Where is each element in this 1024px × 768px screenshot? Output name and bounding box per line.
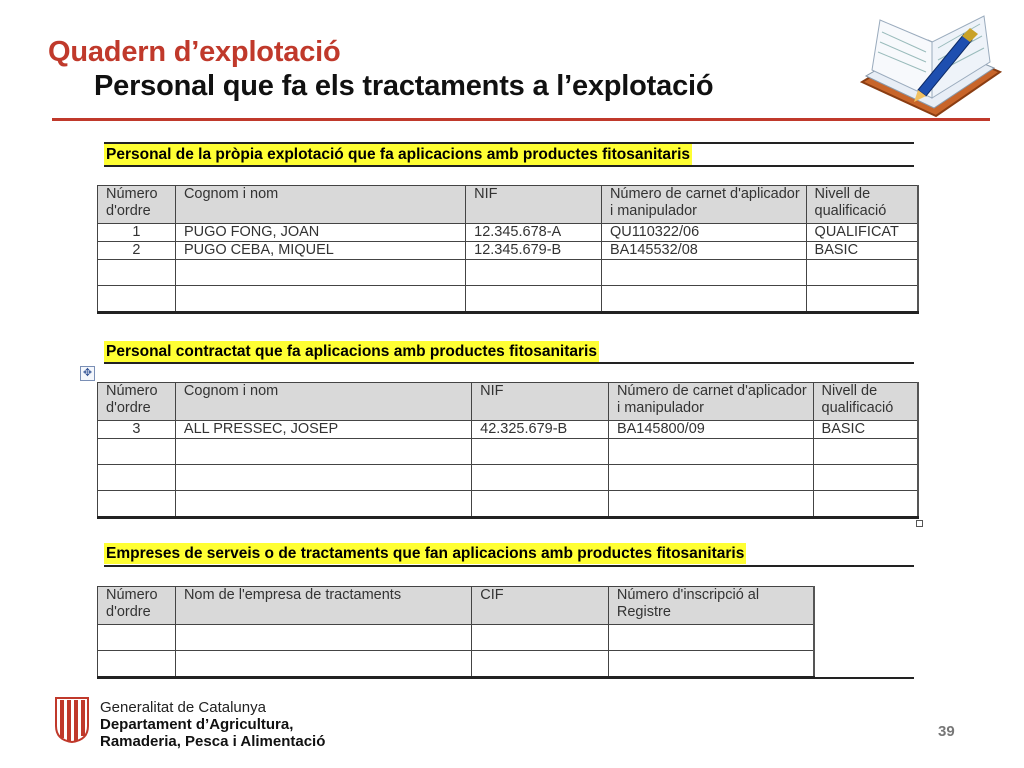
table-row-empty bbox=[98, 286, 919, 313]
cell-card: BA145532/08 bbox=[601, 242, 806, 260]
table-move-handle-icon[interactable]: ✥ bbox=[80, 366, 95, 381]
cell-nif: 12.345.679-B bbox=[466, 242, 602, 260]
col-header: NIF bbox=[472, 383, 609, 421]
section-companies-end-rule bbox=[814, 677, 914, 679]
footer-department-line1: Departament d’Agricultura, bbox=[100, 716, 294, 733]
footer-department-line2: Ramaderia, Pesca i Alimentació bbox=[100, 733, 326, 750]
section-companies-bottom-rule bbox=[104, 565, 914, 567]
col-header: Nivell de qualificació bbox=[806, 186, 918, 224]
col-header: Cognom i nom bbox=[175, 186, 465, 224]
cell-order: 3 bbox=[98, 421, 176, 439]
col-header: Nom de l'empresa de tractaments bbox=[175, 587, 471, 625]
footer-organization: Generalitat de Catalunya bbox=[100, 699, 266, 716]
table-row bbox=[98, 242, 919, 260]
cell-nif: 12.345.678-A bbox=[466, 224, 602, 242]
table-row-empty bbox=[98, 439, 919, 465]
title-divider bbox=[52, 118, 990, 121]
col-header: Número de carnet d'aplicador i manipulador bbox=[601, 186, 806, 224]
col-header: Nivell de qualificació bbox=[813, 383, 918, 421]
notebook-pen-icon bbox=[858, 12, 1004, 130]
slide-subtitle: Personal que fa els tractaments a l’explotació bbox=[94, 70, 714, 102]
section-own-title: Personal de la pròpia explotació que fa aplicacions amb productes fitosanitaris bbox=[106, 146, 690, 163]
cell-card: BA145800/09 bbox=[608, 421, 813, 439]
col-header: Número de carnet d'aplicador i manipulador bbox=[608, 383, 813, 421]
table-row-empty bbox=[98, 651, 815, 678]
section-contracted-bottom-rule bbox=[104, 362, 914, 364]
table-row-empty bbox=[98, 491, 919, 518]
cell-name: PUGO CEBA, MIQUEL bbox=[175, 242, 465, 260]
table-row bbox=[98, 224, 919, 242]
cell-card: QU110322/06 bbox=[601, 224, 806, 242]
generalitat-logo-icon bbox=[52, 696, 92, 744]
table-row bbox=[98, 421, 919, 439]
section-companies-title: Empreses de serveis o de tractaments que fan aplicacions amb productes fitosanitaris bbox=[106, 545, 745, 562]
col-header: CIF bbox=[472, 587, 609, 625]
col-header: NIF bbox=[466, 186, 602, 224]
col-header: Cognom i nom bbox=[175, 383, 471, 421]
slide-title: Quadern d’explotació bbox=[48, 36, 341, 68]
section-own-bottom-rule bbox=[104, 165, 914, 167]
cell-nif: 42.325.679-B bbox=[472, 421, 609, 439]
table-row-empty bbox=[98, 260, 919, 286]
col-header: Número d'inscripció al Registre bbox=[608, 587, 814, 625]
col-header: Número d'ordre bbox=[98, 186, 176, 224]
cell-name: ALL PRESSEC, JOSEP bbox=[175, 421, 471, 439]
own-staff-table bbox=[97, 185, 919, 314]
section-contracted-title: Personal contractat que fa aplicacions amb productes fitosanitaris bbox=[106, 343, 597, 360]
cell-level: QUALIFICAT bbox=[806, 224, 918, 242]
col-header: Número d'ordre bbox=[98, 587, 176, 625]
cell-order: 2 bbox=[98, 242, 176, 260]
table-row-empty bbox=[98, 465, 919, 491]
table-row-empty bbox=[98, 625, 815, 651]
page-number: 39 bbox=[938, 723, 955, 740]
col-header: Número d'ordre bbox=[98, 383, 176, 421]
cell-name: PUGO FONG, JOAN bbox=[175, 224, 465, 242]
cell-order: 1 bbox=[98, 224, 176, 242]
cell-level: BASIC bbox=[806, 242, 918, 260]
cell-level: BASIC bbox=[813, 421, 918, 439]
table-resize-handle[interactable] bbox=[916, 520, 923, 527]
companies-table bbox=[97, 586, 815, 679]
contracted-staff-table bbox=[97, 382, 919, 519]
